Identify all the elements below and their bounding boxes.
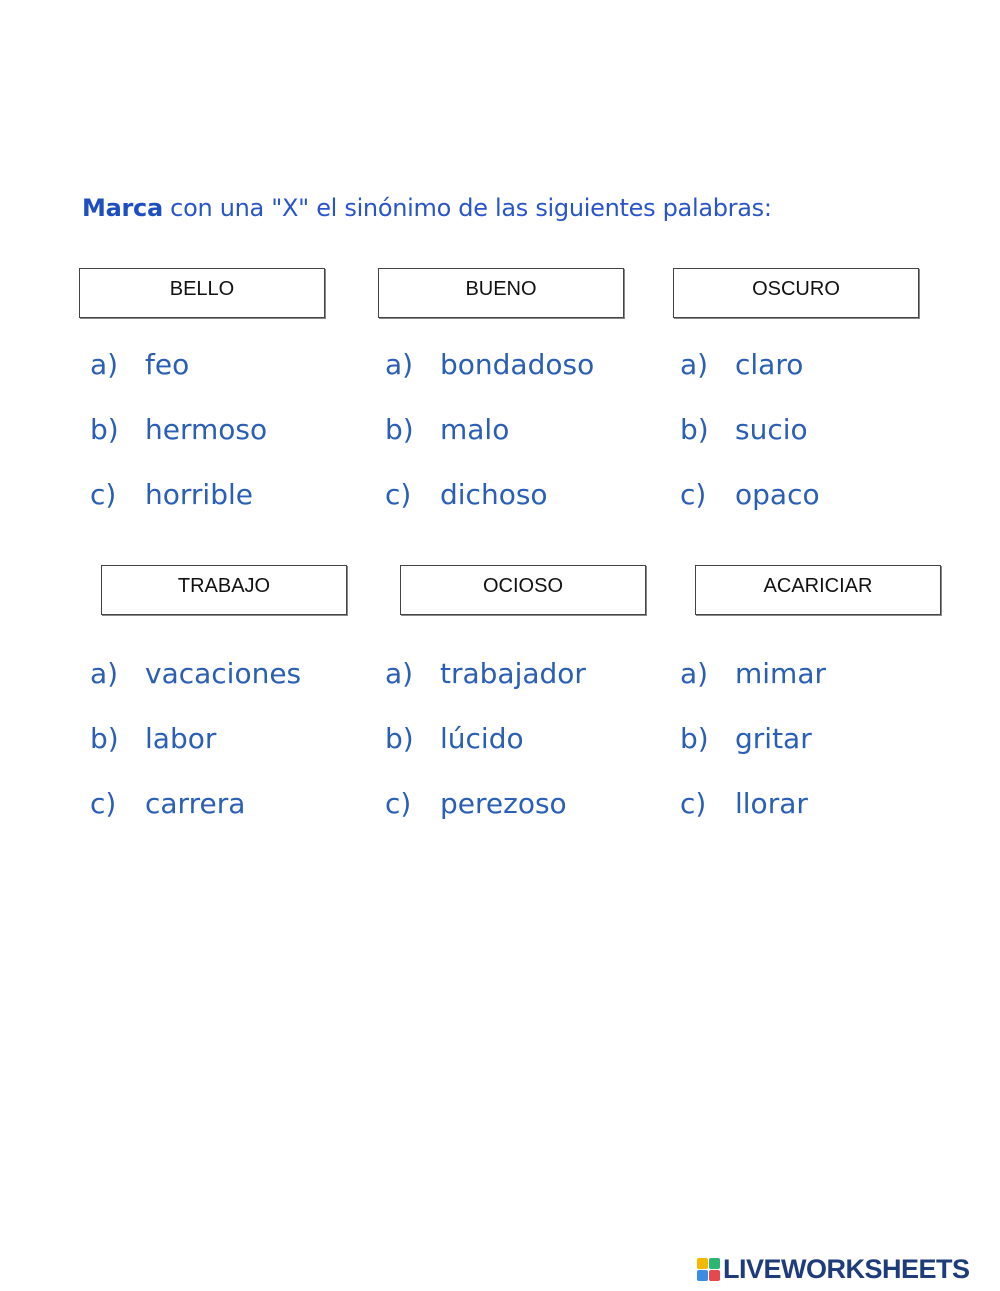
option-letter: b) — [90, 722, 119, 755]
option-letter: c) — [385, 478, 412, 511]
option-text: labor — [145, 722, 217, 755]
instruction-text — [82, 194, 772, 222]
option-text: malo — [440, 413, 510, 446]
option-text: carrera — [145, 787, 246, 820]
option-letter: c) — [90, 787, 117, 820]
option-letter: c) — [385, 787, 412, 820]
option-trabajo-b[interactable] — [90, 722, 216, 755]
logo-square-icon — [697, 1270, 708, 1281]
option-bueno-a[interactable] — [385, 348, 594, 381]
option-letter: c) — [680, 787, 707, 820]
option-bueno-b[interactable] — [385, 413, 509, 446]
option-letter: b) — [385, 413, 414, 446]
option-ocioso-a[interactable] — [385, 657, 586, 690]
option-text: perezoso — [440, 787, 567, 820]
instruction-rest: con una "X" el sinónimo de las siguientes palabras: — [162, 194, 772, 222]
option-text: bondadoso — [440, 348, 595, 381]
option-text: hermoso — [145, 413, 268, 446]
liveworksheets-logo-icon — [697, 1258, 720, 1281]
option-oscuro-b[interactable] — [680, 413, 808, 446]
option-ocioso-b[interactable] — [385, 722, 524, 755]
option-text: llorar — [735, 787, 808, 820]
option-acariciar-a[interactable] — [680, 657, 826, 690]
word-box-ocioso: OCIOSO — [400, 565, 646, 615]
logo-square-icon — [697, 1258, 708, 1269]
option-text: dichoso — [440, 478, 548, 511]
option-letter: b) — [680, 722, 709, 755]
option-text: vacaciones — [145, 657, 302, 690]
option-trabajo-a[interactable] — [90, 657, 301, 690]
logo-square-icon — [709, 1270, 720, 1281]
option-bello-c[interactable] — [90, 478, 253, 511]
instruction-lead: Marca — [82, 194, 163, 222]
option-text: lúcido — [440, 722, 524, 755]
option-text: horrible — [145, 478, 253, 511]
logo-text: LIVEWORKSHEETS — [723, 1253, 970, 1284]
option-letter: a) — [385, 657, 414, 690]
option-ocioso-c[interactable] — [385, 787, 567, 820]
option-letter: a) — [385, 348, 414, 381]
word-box-oscuro: OSCURO — [673, 268, 919, 318]
option-bueno-c[interactable] — [385, 478, 548, 511]
option-text: claro — [735, 348, 804, 381]
option-letter: b) — [680, 413, 709, 446]
option-letter: b) — [90, 413, 119, 446]
word-box-bello: BELLO — [79, 268, 325, 318]
option-text: gritar — [735, 722, 812, 755]
option-text: trabajador — [440, 657, 586, 690]
option-bello-a[interactable] — [90, 348, 189, 381]
option-text: mimar — [735, 657, 826, 690]
option-acariciar-b[interactable] — [680, 722, 812, 755]
option-text: opaco — [735, 478, 820, 511]
option-letter: a) — [90, 657, 119, 690]
option-letter: c) — [90, 478, 117, 511]
option-acariciar-c[interactable] — [680, 787, 808, 820]
option-letter: a) — [90, 348, 119, 381]
option-letter: a) — [680, 348, 709, 381]
option-oscuro-c[interactable] — [680, 478, 820, 511]
option-letter: a) — [680, 657, 709, 690]
logo-square-icon — [709, 1258, 720, 1269]
word-box-bueno: BUENO — [378, 268, 624, 318]
liveworksheets-logo — [697, 1254, 970, 1284]
option-text: sucio — [735, 413, 808, 446]
option-trabajo-c[interactable] — [90, 787, 245, 820]
option-letter: c) — [680, 478, 707, 511]
option-oscuro-a[interactable] — [680, 348, 803, 381]
word-box-acariciar: ACARICIAR — [695, 565, 941, 615]
option-letter: b) — [385, 722, 414, 755]
word-box-trabajo: TRABAJO — [101, 565, 347, 615]
option-text: feo — [145, 348, 190, 381]
option-bello-b[interactable] — [90, 413, 267, 446]
